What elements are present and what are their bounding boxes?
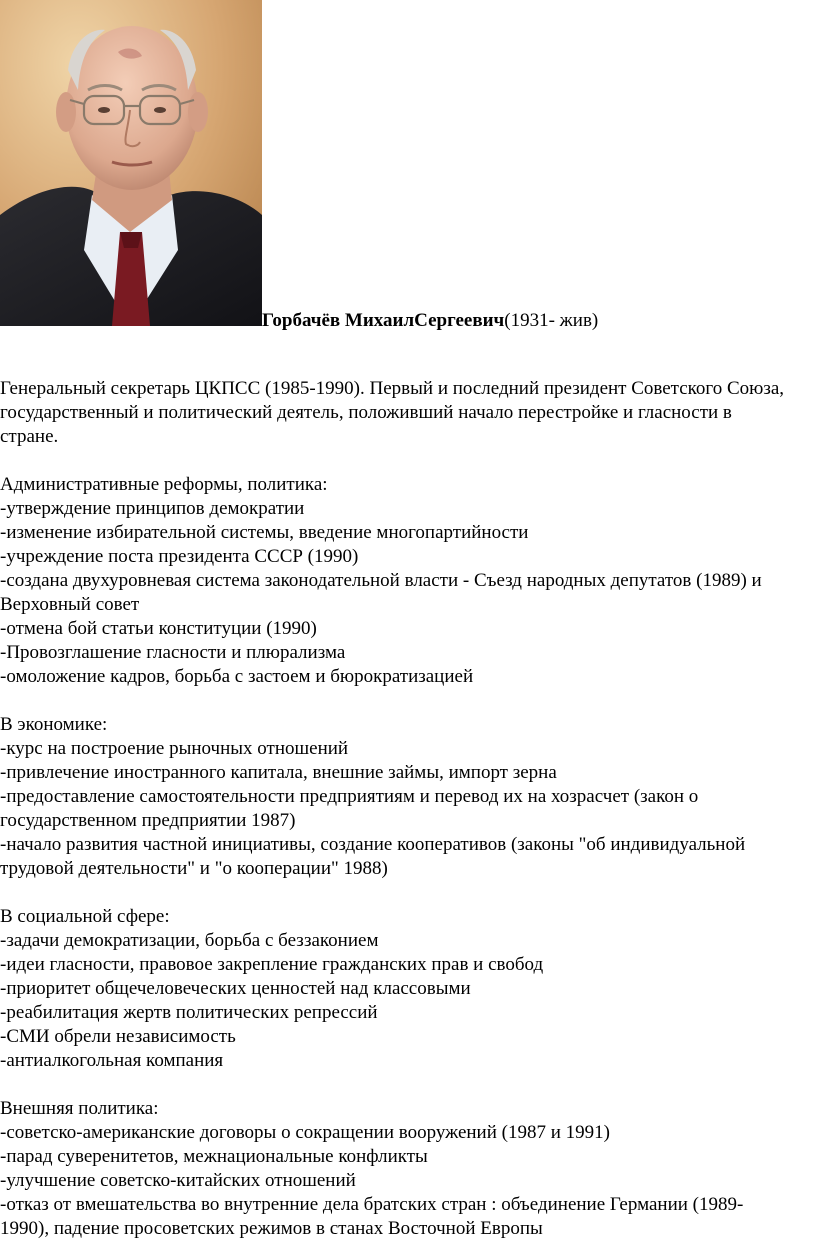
list-item: -СМИ обрели независимость: [0, 1026, 236, 1047]
section-administrative: [0, 473, 790, 689]
list-item: -Провозглашение гласности и плюрализма: [0, 642, 346, 663]
list-item: -курс на построение рыночных отношений: [0, 738, 349, 759]
title-line: [262, 309, 598, 333]
list-item: -изменение избирательной системы, введение многопартийности: [0, 522, 529, 543]
list-item: -начало развития частной инициативы, создание кооперативов (законы "об индивидуальной трудовой деятельности" и "о кооперации" 1988): [0, 834, 746, 879]
list-item: -отмена бой статьи конституции (1990): [0, 618, 317, 639]
list-item: -задачи демократизации, борьба с беззаконием: [0, 930, 379, 951]
list-item: -советско-американские договоры о сокращении вооружений (1987 и 1991): [0, 1122, 610, 1143]
list-item: -привлечение иностранного капитала, внешние займы, импорт зерна: [0, 762, 557, 783]
section-title: Внешняя политика:: [0, 1098, 159, 1119]
list-item: -предоставление самостоятельности предприятиям и перевод их на хозрасчет (закон о государственном предприятии 1987): [0, 786, 699, 831]
person-name: Горбачёв МихаилСергеевич: [262, 310, 505, 331]
list-item: -идеи гласности, правовое закрепление гражданских прав и свобод: [0, 954, 544, 975]
list-item: -парад суверенитетов, межнациональные конфликты: [0, 1146, 428, 1167]
header: [0, 0, 816, 330]
section-title: В социальной сфере:: [0, 906, 170, 927]
section-foreign-policy: [0, 1097, 790, 1241]
section-social: [0, 905, 790, 1073]
list-item: -создана двухуровневая система законодательной власти - Съезд народных депутатов (1989) и Верховный совет: [0, 570, 762, 615]
list-item: -утверждение принципов демократии: [0, 498, 305, 519]
list-item: -учреждение поста президента СССР (1990): [0, 546, 359, 567]
list-item: -реабилитация жертв политических репрессий: [0, 1002, 378, 1023]
list-item: -приоритет общечеловеческих ценностей над классовыми: [0, 978, 471, 999]
section-title: Административные реформы, политика:: [0, 474, 328, 495]
list-item: -омоложение кадров, борьба с застоем и бюрократизацией: [0, 666, 474, 687]
section-economy: [0, 713, 790, 881]
intro-paragraph: Генеральный секретарь ЦКПСС (1985-1990). Первый и последний президент Советского Союза, государственный и политический деятель, положивший начало перестройке и гласности в стране.: [0, 378, 785, 447]
document-body: [0, 377, 790, 1241]
list-item: -улучшение советско-китайских отношений: [0, 1170, 356, 1191]
portrait-photo: [0, 0, 262, 326]
list-item: -антиалкогольная компания: [0, 1050, 224, 1071]
life-years: (1931- жив): [504, 310, 599, 331]
list-item: -отказ от вмешательства во внутренние дела братских стран : объединение Германии (1989-1990), падение просоветских режимов в станах Восточной Европы: [0, 1194, 744, 1239]
section-title: В экономике:: [0, 714, 108, 735]
